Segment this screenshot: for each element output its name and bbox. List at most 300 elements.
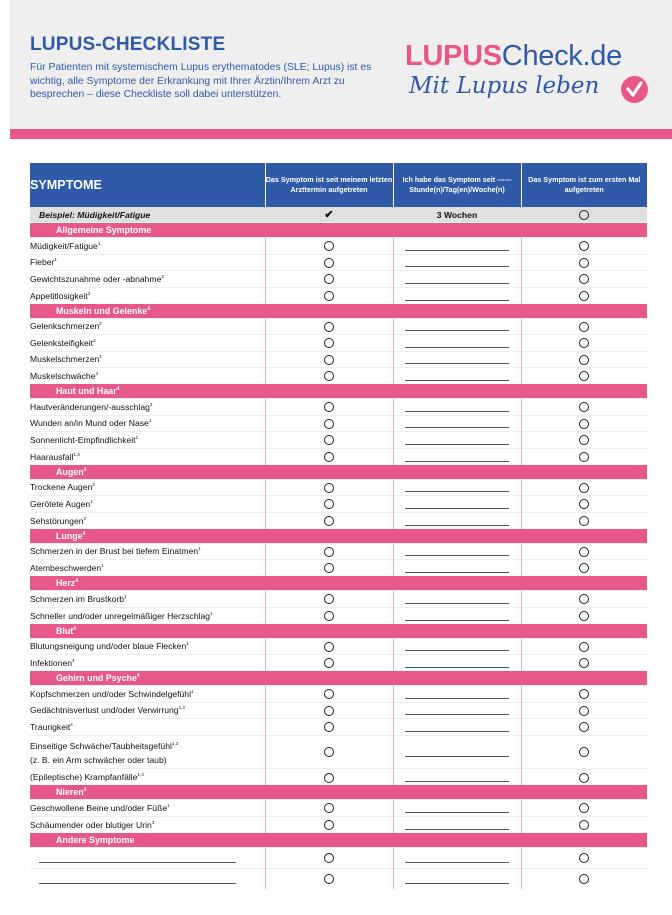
radio-circle-icon[interactable] (579, 803, 589, 813)
since-last-visit-cell (265, 479, 393, 496)
duration-cell (393, 254, 521, 271)
since-last-visit-cell (265, 702, 393, 719)
duration-input-line[interactable] (405, 641, 509, 651)
radio-circle-icon[interactable] (324, 258, 334, 268)
first-time-cell (521, 448, 647, 465)
symptom-text: Schneller und/oder unregelmäßiger Herzschlag (30, 610, 211, 621)
symptom-row (30, 318, 647, 335)
radio-circle-icon[interactable] (324, 516, 334, 526)
footnote-ref: 1,3 (171, 740, 179, 746)
footnote-ref: 4 (83, 787, 87, 794)
duration-input-line[interactable] (405, 772, 509, 782)
radio-circle-icon[interactable] (324, 371, 334, 381)
first-time-cell (521, 287, 647, 304)
radio-circle-icon[interactable] (324, 355, 334, 365)
duration-input-line[interactable] (405, 803, 509, 813)
duration-input-line[interactable] (405, 874, 509, 884)
symptom-label (30, 655, 265, 672)
symptom-label (30, 496, 265, 513)
duration-input-line[interactable] (405, 291, 509, 301)
category-name: Lunge (56, 530, 83, 541)
since-last-visit-cell (265, 607, 393, 624)
symptom-label (30, 271, 265, 288)
since-last-visit-cell (265, 868, 393, 889)
symptom-row (30, 638, 647, 655)
symptom-text: Schmerzen im Brustkorb (30, 593, 125, 604)
footnote-ref: 1 (167, 803, 170, 809)
footnote-ref: 1 (99, 354, 102, 360)
footnote-ref: 1,3 (137, 772, 144, 778)
footnote-ref: 1 (97, 240, 101, 246)
footnote-ref: 1 (101, 563, 104, 569)
radio-circle-icon[interactable] (579, 689, 589, 699)
duration-input-line[interactable] (405, 546, 509, 556)
symptom-row (30, 591, 647, 608)
footnote-ref: 3 (151, 820, 155, 825)
brand-logo (405, 40, 657, 106)
footnote-ref: 4 (116, 386, 120, 393)
category-name: Augen (56, 466, 84, 477)
first-time-cell (521, 543, 647, 560)
duration-input-line[interactable] (405, 722, 509, 732)
symptom-text: (Epileptische) Krampfanfälle (30, 772, 138, 783)
symptom-text: Infektionen (30, 658, 73, 668)
symptom-row (30, 868, 647, 889)
example-first-time (521, 207, 647, 223)
symptom-row (30, 735, 647, 769)
radio-circle-icon[interactable] (579, 322, 589, 332)
radio-circle-icon[interactable] (324, 435, 334, 445)
radio-circle-icon[interactable] (579, 258, 589, 268)
symptom-label (30, 399, 265, 416)
duration-input-line[interactable] (405, 402, 509, 412)
radio-circle-icon[interactable] (579, 419, 589, 429)
duration-cell (393, 847, 521, 868)
write-in-line[interactable] (39, 874, 236, 884)
radio-circle-icon[interactable] (324, 722, 334, 732)
symptom-text: Atembeschwerden (30, 563, 102, 573)
duration-input-line[interactable] (405, 594, 509, 604)
radio-circle-icon[interactable] (579, 658, 589, 668)
first-time-cell (521, 769, 647, 786)
duration-cell (393, 496, 521, 513)
category-name: Muskeln und Gelenke (56, 305, 148, 316)
duration-cell (393, 591, 521, 608)
footnote-ref: 2 (99, 321, 102, 327)
radio-circle-icon[interactable] (324, 563, 334, 573)
symptom-label (30, 769, 265, 786)
first-time-cell (521, 686, 647, 703)
duration-input-line[interactable] (405, 435, 509, 445)
since-last-visit-cell (265, 254, 393, 271)
radio-circle-icon[interactable] (579, 773, 589, 783)
symptom-label (30, 719, 265, 736)
symptom-text: Müdigkeit/Fatigue (30, 240, 98, 251)
radio-circle-icon[interactable] (579, 371, 589, 381)
symptom-row (30, 655, 647, 672)
radio-circle-icon[interactable] (324, 658, 334, 668)
radio-circle-icon[interactable] (579, 241, 589, 251)
symptom-text: Muskelschmerzen (30, 354, 100, 365)
symptom-text: Trockene Augen (30, 482, 93, 493)
radio-circle-icon[interactable] (579, 874, 589, 884)
symptom-row (30, 769, 647, 786)
radio-circle-icon[interactable] (324, 452, 334, 462)
duration-input-line[interactable] (405, 853, 509, 863)
first-time-cell (521, 415, 647, 432)
radio-circle-icon[interactable] (324, 402, 334, 412)
duration-cell (393, 868, 521, 889)
radio-circle-icon[interactable] (324, 773, 334, 783)
duration-input-line[interactable] (405, 257, 509, 267)
footnote-ref: 4 (83, 466, 87, 473)
radio-circle-icon[interactable] (324, 274, 334, 284)
category-heading (30, 785, 647, 800)
symptom-label (30, 638, 265, 655)
radio-circle-icon[interactable] (324, 853, 334, 863)
first-time-cell (521, 271, 647, 288)
header-duration: Ich habe das Symptom seit ------ Stunde(n)/Tag(en)/Woche(n) (393, 163, 521, 207)
first-time-cell (521, 238, 647, 255)
symptom-row (30, 686, 647, 703)
header-since-last-visit: Das Symptom ist seit meinem letzten Arzttermin aufgetreten (265, 163, 393, 207)
logo-wordmark-part1: LUPUS (405, 40, 502, 72)
radio-circle-icon[interactable] (579, 642, 589, 652)
table-body (30, 207, 647, 889)
symptom-label (30, 368, 265, 385)
since-last-visit-cell (265, 847, 393, 868)
duration-input-line[interactable] (405, 452, 509, 462)
since-last-visit-cell (265, 271, 393, 288)
example-label: Beispiel: Müdigkeit/Fatigue (30, 207, 265, 223)
first-time-cell (521, 800, 647, 817)
duration-cell (393, 287, 521, 304)
category-heading (30, 624, 647, 639)
since-last-visit-cell (265, 769, 393, 786)
since-last-visit-cell (265, 368, 393, 385)
duration-input-line[interactable] (405, 338, 509, 348)
symptom-text: Gedächtnisverlust und/oder Verwirrung (30, 705, 179, 716)
write-in-line[interactable] (39, 853, 236, 863)
category-heading (30, 384, 647, 399)
symptom-row (30, 448, 647, 465)
duration-input-line[interactable] (405, 516, 509, 526)
symptom-label (30, 448, 265, 465)
radio-circle-icon[interactable] (324, 594, 334, 604)
symptom-text-note: (z. B. ein Arm schwächer oder taub) (30, 755, 167, 766)
radio-circle-icon[interactable] (579, 274, 589, 284)
radio-circle-icon[interactable] (579, 820, 589, 830)
category-name: Herz (56, 578, 76, 588)
symptom-label (30, 254, 265, 271)
logo-wordmark (405, 40, 657, 72)
symptom-text: Sonnenlicht-Empfindlichkeit (30, 434, 136, 445)
radio-circle-icon[interactable] (579, 853, 589, 863)
since-last-visit-cell (265, 816, 393, 833)
radio-circle-icon (579, 210, 589, 220)
symptom-text: Traurigkeit (30, 721, 71, 732)
symptom-checklist-table (30, 163, 647, 889)
radio-circle-icon[interactable] (579, 594, 589, 604)
since-last-visit-cell (265, 238, 393, 255)
symptom-text: Einseitige Schwäche/Taubheitsgefühl (30, 740, 172, 751)
since-last-visit-cell (265, 399, 393, 416)
duration-input-line[interactable] (405, 689, 509, 699)
radio-circle-icon[interactable] (579, 355, 589, 365)
radio-circle-icon[interactable] (579, 402, 589, 412)
category-heading (30, 304, 647, 319)
symptom-row (30, 719, 647, 736)
symptom-label (30, 512, 265, 529)
symptom-text: Gelenksteifigkeit (30, 337, 94, 348)
duration-input-line[interactable] (405, 482, 509, 492)
radio-circle-icon[interactable] (579, 291, 589, 301)
radio-circle-icon[interactable] (579, 499, 589, 509)
category-name: Gehirn und Psyche (56, 673, 137, 683)
category-row (30, 304, 647, 319)
first-time-cell (521, 560, 647, 577)
first-time-cell (521, 638, 647, 655)
symptom-row (30, 254, 647, 271)
footnote-ref: 2 (93, 337, 96, 343)
since-last-visit-cell (265, 448, 393, 465)
check-badge-icon (621, 76, 648, 103)
symptom-row (30, 351, 647, 368)
radio-circle-icon[interactable] (324, 706, 334, 716)
category-name: Nieren (56, 787, 84, 798)
category-name: Blut (56, 625, 74, 636)
duration-input-line[interactable] (405, 747, 509, 757)
radio-circle-icon[interactable] (324, 874, 334, 884)
radio-circle-icon[interactable] (579, 516, 589, 526)
symptom-label (30, 335, 265, 352)
radio-circle-icon[interactable] (579, 611, 589, 621)
symptom-row (30, 432, 647, 449)
duration-input-line[interactable] (405, 321, 509, 331)
footnote-ref: 3 (149, 401, 153, 407)
category-row (30, 576, 647, 591)
footnote-ref: 3 (95, 371, 98, 377)
duration-cell (393, 318, 521, 335)
footnote-ref: 4 (75, 578, 79, 585)
duration-cell (393, 543, 521, 560)
radio-circle-icon[interactable] (579, 747, 589, 757)
symptom-text: Appetitlosigkeit (30, 290, 88, 301)
since-last-visit-cell (265, 351, 393, 368)
radio-circle-icon[interactable] (324, 547, 334, 557)
symptom-label (30, 560, 265, 577)
symptom-row (30, 271, 647, 288)
radio-circle-icon[interactable] (579, 722, 589, 732)
symptom-row (30, 560, 647, 577)
footnote-ref: 4 (72, 658, 75, 664)
symptom-row (30, 415, 647, 432)
radio-circle-icon[interactable] (324, 611, 334, 621)
example-duration: 3 Wochen (393, 207, 521, 223)
footnote-ref: 1 (186, 641, 189, 647)
duration-input-line[interactable] (405, 705, 509, 715)
category-heading (30, 833, 647, 848)
duration-cell (393, 512, 521, 529)
first-time-cell (521, 479, 647, 496)
symptom-row (30, 543, 647, 560)
symptom-label (30, 543, 265, 560)
since-last-visit-cell (265, 591, 393, 608)
example-check (265, 207, 393, 223)
duration-input-line[interactable] (405, 611, 509, 621)
symptom-text: Geschwollene Beine und/oder Füße (30, 803, 168, 814)
category-row (30, 384, 647, 399)
footnote-ref: 1 (198, 546, 201, 552)
first-time-cell (521, 655, 647, 672)
duration-input-line[interactable] (405, 418, 509, 428)
duration-input-line[interactable] (405, 354, 509, 364)
symptom-text: Kopfschmerzen und/oder Schwindelgefühl (30, 688, 191, 699)
category-heading (30, 576, 647, 591)
radio-circle-icon[interactable] (579, 452, 589, 462)
radio-circle-icon[interactable] (324, 499, 334, 509)
symptom-label (30, 591, 265, 608)
radio-circle-icon[interactable] (324, 820, 334, 830)
category-name: Haut und Haar (56, 386, 117, 396)
since-last-visit-cell (265, 735, 393, 769)
logo-wordmark-part2: Check.de (501, 40, 622, 72)
duration-input-line[interactable] (405, 241, 509, 251)
duration-cell (393, 415, 521, 432)
symptom-label (30, 479, 265, 496)
symptom-row (30, 800, 647, 817)
category-name: Allgemeine Symptome (56, 225, 152, 235)
category-row (30, 785, 647, 800)
footnote-ref: 2 (87, 290, 91, 296)
symptom-row (30, 607, 647, 624)
footnote-ref: 4 (70, 721, 73, 727)
header-accent-bar (10, 129, 672, 139)
symptom-text: Gerötete Augen (30, 498, 91, 509)
radio-circle-icon[interactable] (324, 803, 334, 813)
first-time-cell (521, 735, 647, 769)
symptom-label (30, 287, 265, 304)
duration-cell (393, 238, 521, 255)
radio-circle-icon[interactable] (324, 419, 334, 429)
symptom-label (30, 800, 265, 817)
radio-circle-icon[interactable] (579, 338, 589, 348)
duration-cell (393, 719, 521, 736)
symptom-label (30, 702, 265, 719)
radio-circle-icon[interactable] (324, 338, 334, 348)
first-time-cell (521, 719, 647, 736)
symptom-text: Haarausfall (30, 451, 74, 462)
first-time-cell (521, 591, 647, 608)
since-last-visit-cell (265, 543, 393, 560)
footnote-ref: 4 (147, 305, 151, 312)
duration-input-line[interactable] (405, 820, 509, 830)
radio-circle-icon[interactable] (579, 563, 589, 573)
duration-input-line[interactable] (405, 274, 509, 284)
custom-symptom-field[interactable] (30, 868, 265, 889)
symptom-row (30, 512, 647, 529)
duration-input-line[interactable] (405, 371, 509, 381)
symptom-row (30, 287, 647, 304)
radio-circle-icon[interactable] (324, 747, 334, 757)
since-last-visit-cell (265, 560, 393, 577)
symptom-text: Muskelschwäche (30, 371, 96, 381)
symptom-label (30, 318, 265, 335)
header-symptoms: SYMPTOME (30, 163, 265, 207)
radio-circle-icon[interactable] (324, 291, 334, 301)
footnote-ref: 2 (161, 273, 164, 279)
symptom-text: Schäumender oder blutiger Urin (30, 819, 152, 830)
first-time-cell (521, 318, 647, 335)
symptom-label (30, 415, 265, 432)
since-last-visit-cell (265, 415, 393, 432)
duration-cell (393, 271, 521, 288)
custom-symptom-field[interactable] (30, 847, 265, 868)
symptom-label (30, 816, 265, 833)
page-title: LUPUS-CHECKLISTE (30, 34, 226, 55)
checkmark-icon: ✔ (324, 209, 334, 221)
duration-cell (393, 655, 521, 672)
symptom-row (30, 816, 647, 833)
radio-circle-icon[interactable] (324, 689, 334, 699)
symptom-text: Fieber (30, 257, 55, 268)
category-row (30, 833, 647, 848)
footnote-ref: 1 (124, 593, 127, 599)
category-heading (30, 465, 647, 480)
radio-circle-icon[interactable] (579, 547, 589, 557)
since-last-visit-cell (265, 512, 393, 529)
symptom-row (30, 496, 647, 513)
example-row (30, 207, 647, 223)
symptom-row (30, 238, 647, 255)
radio-circle-icon[interactable] (324, 642, 334, 652)
radio-circle-icon[interactable] (579, 483, 589, 493)
duration-cell (393, 735, 521, 769)
symptom-text: Sehstörungen (30, 515, 84, 526)
radio-circle-icon[interactable] (324, 322, 334, 332)
duration-input-line[interactable] (405, 658, 509, 668)
symptom-row (30, 368, 647, 385)
symptom-text: Wunden an/in Mund oder Nase (30, 418, 149, 429)
radio-circle-icon[interactable] (579, 706, 589, 716)
duration-cell (393, 335, 521, 352)
duration-input-line[interactable] (405, 563, 509, 573)
symptom-row (30, 479, 647, 496)
duration-cell (393, 800, 521, 817)
radio-circle-icon[interactable] (324, 241, 334, 251)
category-heading (30, 671, 647, 686)
since-last-visit-cell (265, 638, 393, 655)
category-heading (30, 223, 647, 238)
category-row (30, 529, 647, 544)
duration-input-line[interactable] (405, 499, 509, 509)
since-last-visit-cell (265, 655, 393, 672)
symptom-label (30, 607, 265, 624)
first-time-cell (521, 607, 647, 624)
radio-circle-icon[interactable] (579, 435, 589, 445)
symptom-label (30, 351, 265, 368)
category-row (30, 465, 647, 480)
duration-cell (393, 638, 521, 655)
footnote-ref: 4 (82, 530, 86, 537)
first-time-cell (521, 702, 647, 719)
radio-circle-icon[interactable] (324, 483, 334, 493)
duration-cell (393, 432, 521, 449)
first-time-cell (521, 368, 647, 385)
duration-cell (393, 607, 521, 624)
since-last-visit-cell (265, 496, 393, 513)
since-last-visit-cell (265, 432, 393, 449)
